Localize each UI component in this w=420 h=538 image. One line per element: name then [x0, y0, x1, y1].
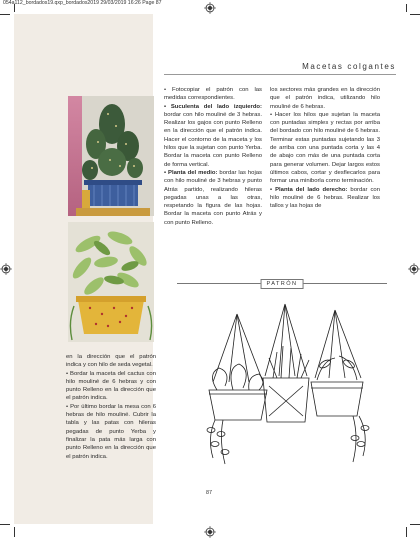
crop-mark: [0, 14, 10, 15]
paragraph: • Por último bordar la mesa con 6 hebras de hilo mouliné. Cubrir la tabla y las patas con hileras pegadas de punto Yerba y finalizar la pata más larga con punto Relleno en la dirección que el patrón indica.: [66, 403, 156, 460]
crop-mark: [410, 524, 420, 525]
crop-mark: [410, 14, 420, 15]
crop-mark: [14, 527, 15, 537]
cactus-embroidery-photo: [68, 96, 154, 216]
paragraph: los sectores más grandes en la dirección que el patrón indica, utilizando hilo mouliné de 6 hebras.: [270, 87, 380, 110]
crop-mark: [14, 4, 15, 12]
paragraph: • Fotocopiar el patrón con las medidas correspondientes.: [164, 87, 262, 102]
paragraph: en la dirección que el patrón indica y con hilo de seda vegetal.: [66, 354, 156, 369]
paragraph: • Hacer los hilos que sujetan la maceta con puntadas simples y rectas por arriba del bordado con hilo mouliné de 6 hebras. Terminar estas puntadas sujetando las 3 de arriba con una puntada corta y las 4 de abajo con más de una puntada corta para generar volumen. Dejar largos estos últimos cabos, cortar y desflecarlos para formar una miniborla como terminación.: [270, 111, 380, 185]
text-column-1: [164, 86, 262, 227]
pattern-label: PATRÓN: [261, 279, 304, 289]
hanging-plant-embroidery-photo: [68, 222, 154, 342]
paragraph: • Bordar la maceta del cactus con hilo mouliné de 6 hebras y con punto Relleno en la dirección que el patrón indica.: [66, 370, 156, 402]
text-column-3: [66, 353, 156, 461]
text-column-2: [270, 86, 380, 210]
paragraph: • Planta del medio: bordar las hojas con hilo mouliné de 3 hebras y punto Atrás partido, realizando hileras pegadas unas a las otras, respetando la figura de las hojas. Bordar la maceta con punto Atrás y con punto Relleno.: [164, 169, 262, 226]
crop-mark: [0, 524, 10, 525]
slug-line: 054a112_bordados19.qxp_bordados2019 29/03/2019 16:26 Page 87: [3, 0, 162, 6]
paragraph: • Suculenta del lado izquierdo: bordar con hilo mouliné de 3 hebras. Realizar los gajos con punto Relleno en la dirección que el patrón indica. Hacer el contorno de la maceta y los hilos que la sujetan con punto Yerba. Bordar la maceta con punto Relleno de forma vertical.: [164, 103, 262, 168]
header-divider: [164, 74, 396, 75]
crop-mark: [406, 4, 407, 12]
page-number: 87: [206, 490, 212, 496]
crop-mark: [406, 527, 407, 537]
registration-mark-icon: [0, 263, 12, 275]
registration-mark-icon: [408, 263, 420, 275]
pattern-section: [177, 283, 387, 474]
registration-mark-icon: [204, 526, 216, 538]
page-title: Macetas colgantes: [302, 62, 396, 71]
registration-mark-icon: [204, 2, 216, 14]
paragraph: • Planta del lado derecho: bordar con hilo mouliné de 6 hebras. Realizar los tallos y las hojas de: [270, 186, 380, 210]
pattern-drawing: [177, 298, 387, 474]
